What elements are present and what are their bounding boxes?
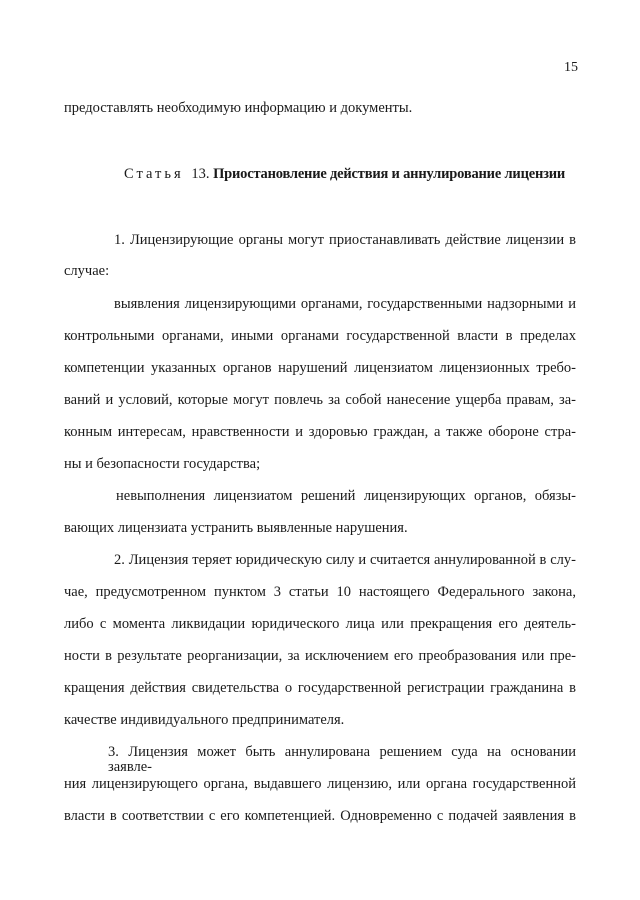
text-line: власти в соответствии с его компетенцией. Одновременно с подачей заявления в	[64, 808, 576, 824]
text-line: контрольными органами, иными органами государственной власти в пределах	[64, 328, 576, 344]
text-line: 2. Лицензия теряет юридическую силу и считается аннулированной в слу-	[114, 552, 576, 568]
text-line: либо с момента ликвидации юридического лица или прекращения его деятель-	[64, 616, 576, 632]
text-line: выявления лицензирующими органами, государственными надзорными и	[114, 296, 576, 312]
text-line: невыполнения лицензиатом решений лицензирующих органов, обязы-	[116, 488, 576, 504]
article-heading-prefix: Статья	[124, 166, 184, 182]
article-heading-title: Приостановление действия и аннулирование лицензии	[213, 166, 566, 182]
text-line: 1. Лицензирующие органы могут приостанавливать действие лицензии в	[114, 232, 576, 248]
text-line: ны и безопасности государства;	[64, 456, 261, 472]
text-line: ваний и условий, которые могут повлечь за собой нанесение ущерба правам, за-	[64, 392, 576, 408]
text-line: вающих лицензиата устранить выявленные нарушения.	[64, 520, 408, 536]
text-line: предоставлять необходимую информацию и документы.	[64, 100, 413, 116]
text-line: случае:	[64, 263, 110, 279]
text-line: ности в результате реорганизации, за исключением его преобразования или пре-	[64, 648, 576, 664]
text-line: компетенции указанных органов нарушений лицензиатом лицензионных требо-	[64, 360, 576, 376]
text-line: 3. Лицензия может быть аннулирована решением суда на основании заявле-	[108, 744, 576, 775]
text-line: кращения действия свидетельства о государственной регистрации гражданина в	[64, 680, 576, 696]
article-heading-number: 13.	[191, 166, 210, 182]
article-heading	[124, 166, 565, 183]
text-line: чае, предусмотренном пунктом 3 статьи 10 настоящего Федерального закона,	[64, 584, 576, 600]
text-line: конным интересам, нравственности и здоровью граждан, а также обороне стра-	[64, 424, 576, 440]
text-line: качестве индивидуального предпринимателя.	[64, 712, 345, 728]
page-number: 15	[564, 60, 578, 75]
text-line: ния лицензирующего органа, выдавшего лицензию, или органа государственной	[64, 776, 576, 792]
